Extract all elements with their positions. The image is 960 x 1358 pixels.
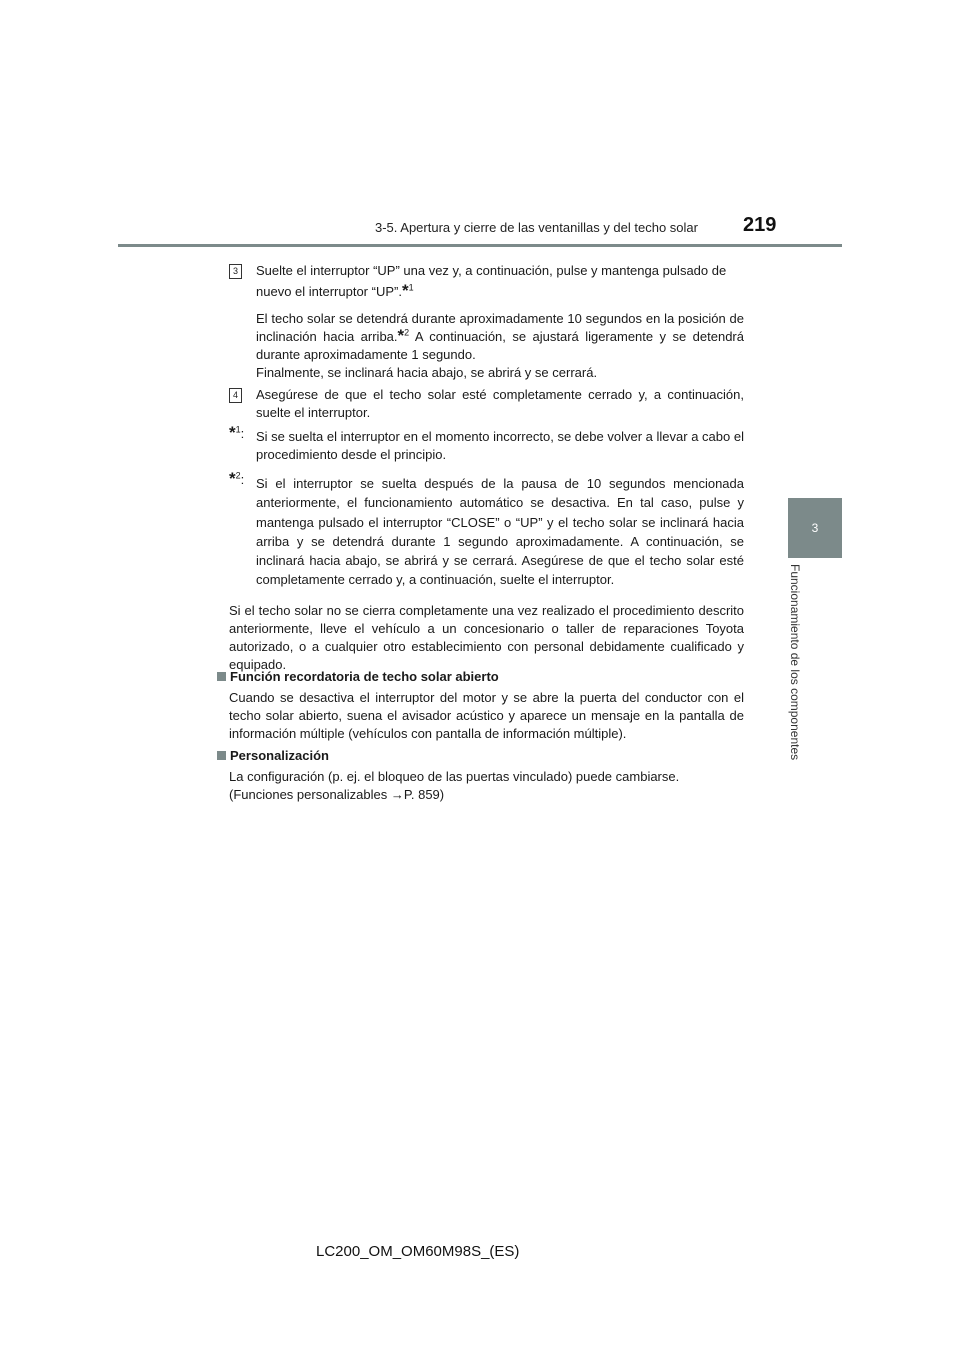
step-text	[256, 262, 744, 280]
note-paragraph: Si el techo solar no se cierra completamente una vez realizado el procedimiento descrito anteriormente, lleve el vehículo a un concesionario o taller de reparaciones Toyota autorizado, o a cualquier otro establecimiento con personal debidamente cualificado y equipado.	[229, 603, 744, 672]
footnote-number: 1	[235, 424, 241, 435]
step-line: nuevo el interruptor “UP”.	[256, 284, 402, 299]
footnote-number: 2	[235, 470, 241, 481]
footnote-marker: *$^1$:	[229, 423, 245, 442]
step-text: Asegúrese de que el techo solar esté completamente cerrado y, a continuación, suelte el interruptor.	[256, 387, 744, 420]
document-code: LC200_OM_OM60M98S_(ES)	[316, 1243, 520, 1260]
step-detail	[256, 310, 744, 364]
step-line: Suelte el interruptor “UP” una vez y, a continuación, pulse y mantenga pulsado de	[256, 263, 727, 278]
header-divider	[118, 244, 842, 247]
section-heading-text: Función recordatoria de techo solar abierto	[230, 669, 499, 684]
step-detail: Finalmente, se inclinará hacia abajo, se abrirá y se cerrará.	[256, 365, 598, 380]
section-text: La configuración (p. ej. el bloqueo de las puertas vinculado) puede cambiarse.	[229, 769, 680, 784]
footnote-text: Si el interruptor se suelta después de la pausa de 10 segundos mencionada anteriormente, el funcionamiento automático se desactiva. En tal caso, pulse y mantenga pulsado el interruptor “CLOSE” o “UP” y el techo solar se inclinará hacia arriba y se detendrá durante 1 segundo aproximadamente. A continuación, se inclinará hacia abajo, se abrirá y se cerrará. Asegúrese de que el techo solar esté completamente cerrado y, a continuación, suelte el interruptor.	[256, 476, 744, 588]
section-bullet-icon	[217, 751, 226, 760]
section-heading	[217, 669, 499, 684]
chapter-number: 3	[811, 521, 819, 535]
step-detail-text: El techo solar se detendrá durante aproximadamente 10 segundos en la posición de inclinación hacia arriba.	[256, 311, 744, 344]
footnote-ref: 1	[408, 282, 414, 293]
section-heading	[217, 748, 329, 763]
cross-reference: (Funciones personalizables →P. 859)	[229, 787, 445, 802]
section-bullet-icon	[217, 672, 226, 681]
page-number: 219	[743, 214, 777, 236]
chapter-tab	[788, 498, 842, 558]
step-number-badge: 4	[229, 388, 242, 403]
step-detail-text: A continuación, se ajustará ligeramente y se detendrá durante aproximadamente 1 segundo.	[256, 329, 744, 362]
section-heading-text: Personalización	[230, 748, 329, 763]
chapter-title: Funcionamiento de los componentes	[788, 564, 802, 761]
section-text: Cuando se desactiva el interruptor del motor y se abre la puerta del conductor con el techo solar abierto, suena el avisador acústico y aparece un mensaje en la pantalla de información múltiple (vehículos con pantalla de información múltiple).	[229, 690, 744, 741]
footnote-asterisk: *	[401, 281, 409, 300]
footnote-asterisk: *	[229, 423, 236, 442]
step-text	[256, 283, 744, 301]
footnote-text: Si se suelta el interruptor en el momento incorrecto, se debe volver a llevar a cabo el procedimiento desde el principio.	[256, 429, 744, 462]
footnote-ref: 2	[404, 327, 410, 338]
footnote-asterisk: *	[397, 326, 405, 345]
step-number-badge: 3	[229, 264, 242, 279]
footnote-marker: *$^2$:	[229, 469, 245, 488]
footnote-asterisk: *	[229, 469, 236, 488]
section-title: 3-5. Apertura y cierre de las ventanillas y del techo solar	[374, 220, 698, 235]
